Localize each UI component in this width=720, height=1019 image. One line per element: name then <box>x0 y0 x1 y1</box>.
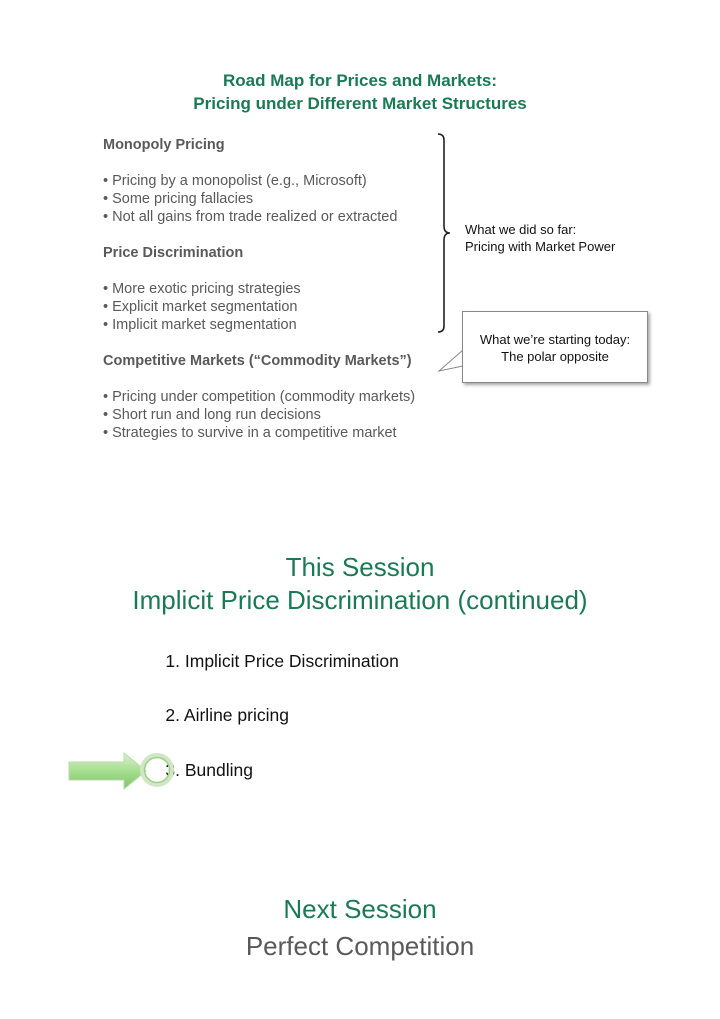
roadmap-title-line1: Road Map for Prices and Markets: <box>223 71 497 90</box>
list-item <box>148 705 289 726</box>
section-heading-monopoly: Monopoly Pricing <box>103 137 225 153</box>
next-session-title: Perfect Competition <box>245 931 475 961</box>
bullet-item: • Some pricing fallacies <box>103 191 254 207</box>
section-heading-competitive-markets: Competitive Markets (“Commodity Markets”) <box>103 353 412 369</box>
current-item-arrow-icon <box>66 750 176 794</box>
list-item-number: 1. <box>165 651 180 671</box>
bullet-item: • Pricing by a monopolist (e.g., Microsoft) <box>103 173 367 189</box>
brace-note-line1: What we did so far: <box>465 222 577 237</box>
roadmap-title <box>0 69 720 115</box>
roadmap-outline <box>103 136 463 442</box>
list-item-label: Bundling <box>184 760 253 780</box>
bullet-item: • Implicit market segmentation <box>103 317 297 333</box>
brace-note-line2: Pricing with Market Power <box>465 239 616 254</box>
next-session-label: Next Session <box>283 894 437 924</box>
bullet-item: • Strategies to survive in a competitive market <box>103 425 397 441</box>
bullet-item: • More exotic pricing strategies <box>103 281 301 297</box>
right-brace-icon <box>436 132 456 336</box>
section-heading-price-discrimination: Price Discrimination <box>103 245 244 261</box>
list-item <box>148 651 399 672</box>
list-item-number: 3. <box>165 760 180 780</box>
bullet-item: • Explicit market segmentation <box>103 299 298 315</box>
roadmap-title-line2: Pricing under Different Market Structures <box>193 94 527 113</box>
this-session-title: Implicit Price Discrimination (continued) <box>132 585 588 615</box>
callout-line2: The polar opposite <box>501 349 609 364</box>
list-item-label: Airline pricing <box>183 705 289 725</box>
list-item-label: Implicit Price Discrimination <box>184 651 399 671</box>
bullet-item: • Not all gains from trade realized or extracted <box>103 209 398 225</box>
this-session-label: This Session <box>285 552 435 582</box>
list-item-number: 2. <box>165 705 180 725</box>
brace-note <box>465 221 615 255</box>
callout-box <box>462 311 648 383</box>
bullet-item: • Pricing under competition (commodity markets) <box>103 389 416 405</box>
callout-line1: What we’re starting today: <box>479 332 631 347</box>
bullet-item: • Short run and long run decisions <box>103 407 321 423</box>
